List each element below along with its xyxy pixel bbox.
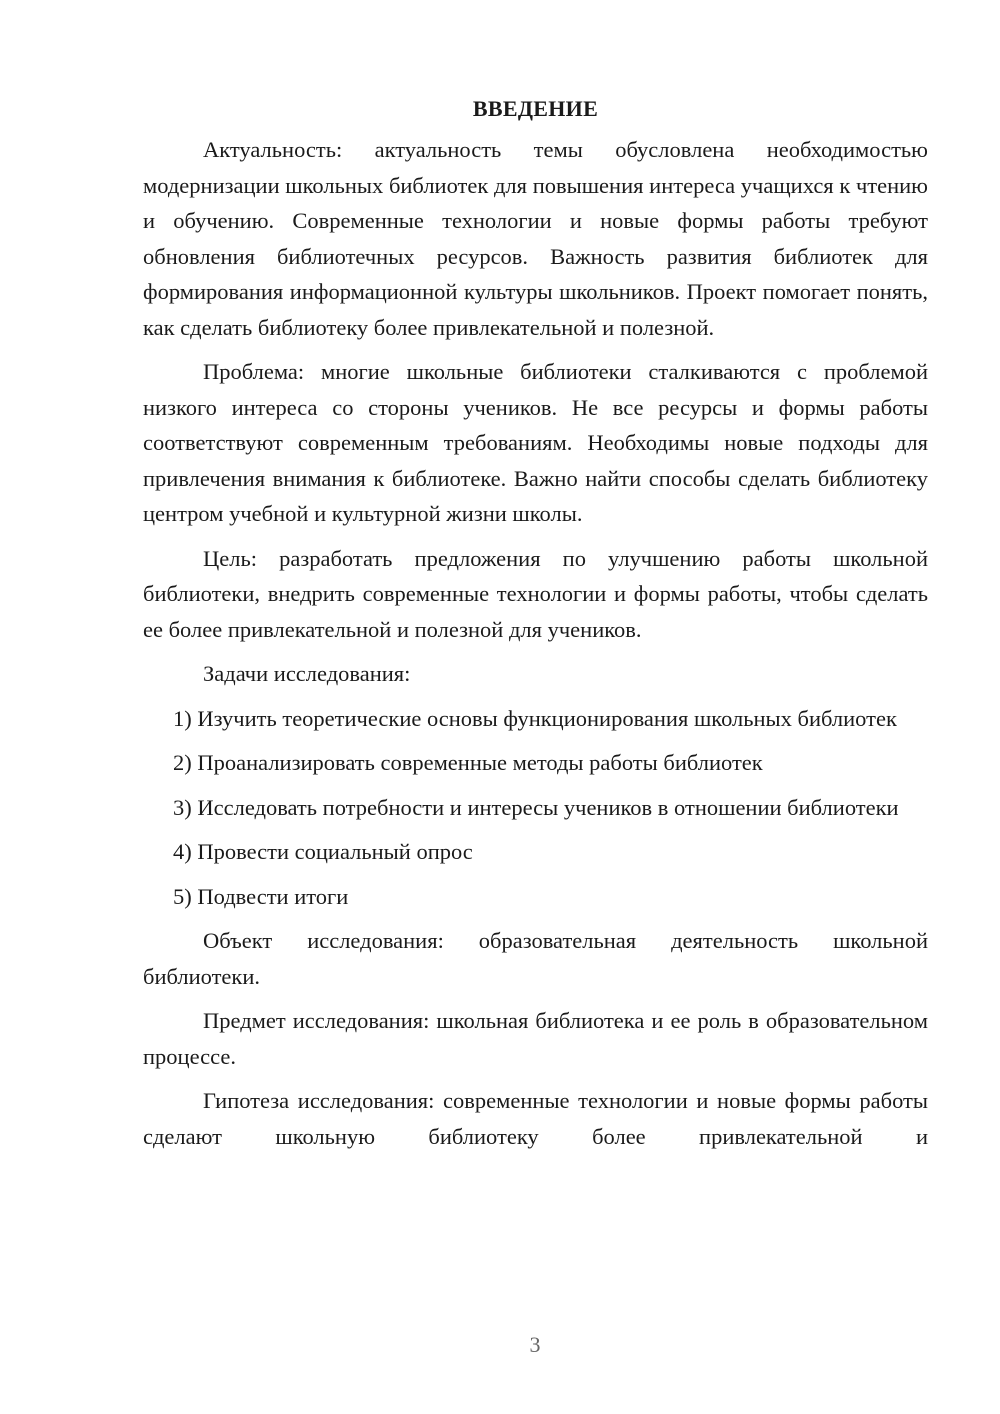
tasks-heading: Задачи исследования: xyxy=(203,661,411,686)
task-item-1: 1) Изучить теоретические основы функционирования школьных библиотек xyxy=(173,705,897,731)
task-item-5: 5) Подвести итоги xyxy=(173,883,349,909)
task-item-3: 3) Исследовать потребности и интересы учеников в отношении библиотеки xyxy=(173,794,899,820)
paragraph-object: Объект исследования: образовательная деятельность школьной библиотеки. xyxy=(143,928,928,989)
task-item-2: 2) Проанализировать современные методы работы библиотек xyxy=(173,750,763,775)
paragraph-subject: Предмет исследования: школьная библиотека и ее роль в образовательном процессе. xyxy=(143,1008,928,1069)
paragraph-goal: Цель: разработать предложения по улучшению работы школьной библиотеки, внедрить современные технологии и формы работы, чтобы сделать ее более привлекательной и полезной для учеников. xyxy=(143,545,928,642)
page-number: 3 xyxy=(529,1332,541,1357)
task-item-4: 4) Провести социальный опрос xyxy=(173,839,473,864)
page-title: ВВЕДЕНИЕ xyxy=(472,96,599,121)
paragraph-relevance: Актуальность: актуальность темы обусловлена необходимостью модернизации школьных библиотек для повышения интереса учащихся к чтению и обучению. Современные технологии и новые формы работы требуют обновления библиотечных ресурсов. Важность развития библиотек для формирования информационной культуры школьников. Проект помогает понять, как сделать библиотеку более привлекательной и полезной. xyxy=(143,137,928,340)
paragraph-problem: Проблема: многие школьные библиотеки сталкиваются с проблемой низкого интереса со стороны учеников. Не все ресурсы и формы работы соответствуют современным требованиям. Необходимы новые подходы для привлечения внимания к библиотеке. Важно найти способы сделать библиотеку центром учебной и культурной жизни школы. xyxy=(143,359,928,526)
paragraph-hypothesis: Гипотеза исследования: современные технологии и новые формы работы сделают школьную библиотеку более привлекательной и xyxy=(143,1088,928,1149)
document-page xyxy=(143,92,928,1163)
